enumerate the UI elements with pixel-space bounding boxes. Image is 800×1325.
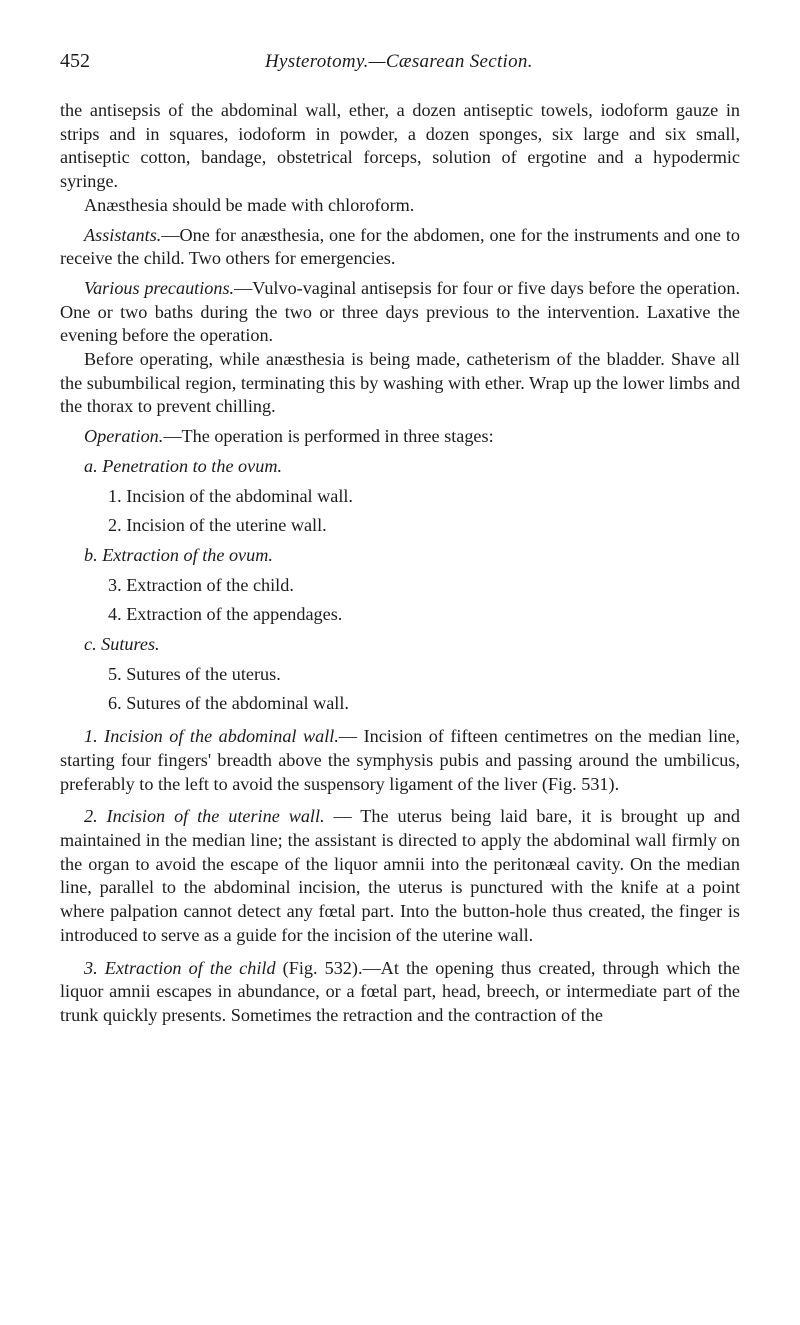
running-header (60, 50, 740, 73)
stage-item-1: 1. Incision of the abdominal wall. (108, 485, 353, 506)
paragraph-operation (60, 425, 740, 449)
stage-item-4: 4. Extraction of the appendages. (108, 604, 343, 625)
operation-heading: Operation. (84, 426, 164, 447)
stage-c-heading: c. Sutures. (84, 634, 160, 655)
assistants-heading: Assistants. (84, 224, 162, 245)
step-1-paragraph (60, 725, 740, 796)
stage-item-6: 6. Sutures of the abdominal wall. (108, 693, 349, 714)
step-1-heading: 1. Incision of the abdominal wall. (84, 726, 339, 747)
assistants-text: —One for anæsthesia, one for the abdomen, one for the instruments and one to receive the child. Two others for emergencies. (60, 224, 740, 269)
step-3-paragraph (60, 957, 740, 1028)
precautions-text: —Vulvo-vaginal antisepsis for four or five days before the operation. One or two baths during the two or three days previous to the intervention. Laxative the evening before the operation. (60, 277, 740, 346)
step-2-heading: 2. Incision of the uterine wall. (84, 806, 325, 827)
step-2-text: — The uterus being laid bare, it is brought up and maintained in the median line; the assistant is directed to apply the abdominal wall firmly on the organ to avoid the escape of the liquor amnii into the peritonæal cavity. On the median line, parallel to the abdominal incision, the uterus is punctured with the knife at a point where palpation cannot detect any fœtal part. Into the button-hole thus created, the finger is introduced to serve as a guide for the incision of the uterine wall. (60, 806, 740, 945)
step-2-paragraph (60, 805, 740, 947)
operation-text: —The operation is performed in three stages: (163, 426, 494, 447)
paragraph-anaesthesia: Anæsthesia should be made with chloroform. (84, 194, 415, 215)
stage-a-heading: a. Penetration to the ovum. (84, 455, 283, 476)
paragraph-before-operating: Before operating, while anæsthesia is being made, catheterism of the bladder. Shave all the subumbilical region, terminating this by washing with ether. Wrap up the lower limbs and the thorax to prevent chilling. (60, 349, 740, 417)
stage-item-3: 3. Extraction of the child. (108, 574, 294, 595)
step-3-heading: 3. Extraction of the child (84, 957, 276, 978)
running-title: Hysterotomy.—Cæsarean Section. (265, 51, 533, 72)
precautions-heading: Various precautions. (84, 277, 235, 298)
step-3-text: (Fig. 532).—At the opening thus created, through which the liquor amnii escapes in abundance, or a fœtal part, head, breech, or intermediate part of the trunk quickly presents. Sometimes the retraction and the contraction of the (60, 957, 740, 1025)
step-1-text: — Incision of fifteen centimetres on the median line, starting four fingers' breadth above the symphysis pubis and passing around the umbilicus, preferably to the left to avoid the suspensory ligament of the liver (Fig. 531). (60, 726, 740, 794)
stage-b-heading: b. Extraction of the ovum. (84, 544, 273, 565)
stage-item-5: 5. Sutures of the uterus. (108, 663, 281, 684)
stage-item-2: 2. Incision of the uterine wall. (108, 515, 327, 536)
paragraph-equipment: the antisepsis of the abdominal wall, ether, a dozen antiseptic towels, iodoform gauze in strips and in squares, iodoform in powder, a dozen sponges, six large and six small, antiseptic cotton, bandage, obstetrical forceps, solution of ergotine and a hypodermic syringe. (60, 100, 740, 192)
page-number: 452 (60, 50, 90, 72)
paragraph-precautions (60, 277, 740, 348)
paragraph-assistants (60, 224, 740, 271)
